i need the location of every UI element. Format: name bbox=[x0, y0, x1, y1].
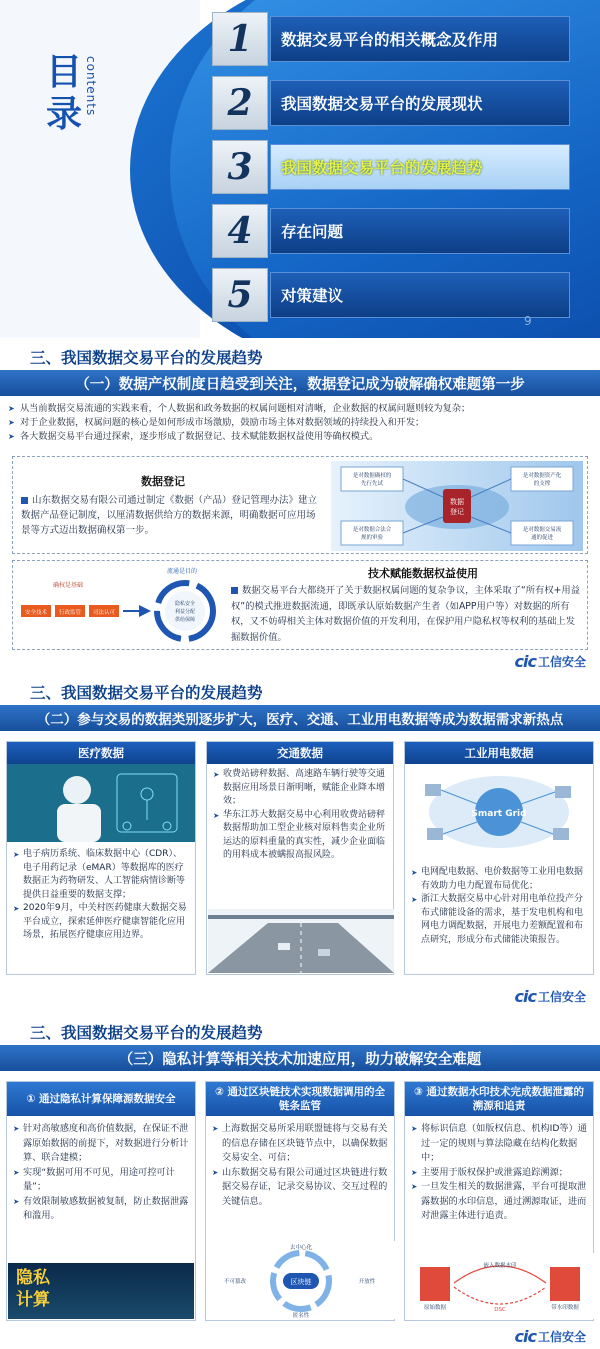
smart-grid-label: Smart Grid bbox=[471, 809, 527, 819]
watermark-column bbox=[404, 1081, 594, 1321]
column-bullets bbox=[405, 864, 593, 947]
watermark-diagram bbox=[406, 1253, 594, 1319]
diagram-chip-text: 安全技术 bbox=[24, 610, 48, 616]
slide-data-categories bbox=[0, 675, 600, 1010]
column-bullets bbox=[206, 1116, 394, 1209]
column-head: 医疗数据 bbox=[7, 742, 195, 764]
diagram-label: 原始数据 bbox=[423, 1305, 447, 1311]
column-head: 工业用电数据 bbox=[405, 742, 593, 764]
toc-item-number: 4 bbox=[227, 210, 253, 252]
slide-heading: 三、我国数据交易平台的发展趋势 bbox=[30, 1024, 263, 1042]
image-text: 计算 bbox=[16, 1290, 50, 1310]
column-bullets bbox=[7, 846, 195, 943]
traffic-data-column bbox=[206, 741, 394, 975]
column-bullets bbox=[7, 1116, 195, 1224]
bullet-item: ➤ 将标识信息（如版权信息、机构ID等）通过一定的规则与算法隐藏在结构化数据中； bbox=[411, 1122, 587, 1166]
medical-data-column bbox=[6, 741, 196, 975]
section-band: （二）参与交易的数据类别逐步扩大，医疗、交通、工业用电数据等成为数据需求新热点 bbox=[0, 705, 600, 731]
toc-item-number: 1 bbox=[227, 18, 253, 60]
tech-empowerment-diagram bbox=[17, 565, 223, 647]
diagram-node-4 bbox=[511, 521, 573, 545]
diagram-node-2-text: 是对数据资产化 bbox=[522, 473, 562, 479]
diagram-label: DSC bbox=[494, 1307, 506, 1313]
diagram-label: 嵌入数据水印 bbox=[483, 1263, 517, 1269]
diagram-chip-text: 行政监管 bbox=[58, 610, 82, 616]
diagram-left-label: 确权是基础 bbox=[53, 582, 84, 589]
slide-privacy-tech bbox=[0, 1015, 600, 1349]
blockchain-column bbox=[205, 1081, 395, 1321]
diagram-node-3 bbox=[341, 521, 403, 545]
registration-diagram bbox=[331, 461, 583, 551]
bullet-item: ➤ 有效限制敏感数据被复制，防止数据泄露和滥用。 bbox=[13, 1195, 189, 1224]
column-head: ① 通过隐私计算保障源数据安全 bbox=[7, 1082, 195, 1116]
diagram-center-line: 利益分配 bbox=[174, 609, 196, 615]
diagram-center-box bbox=[443, 489, 471, 523]
bullet-list bbox=[8, 402, 598, 444]
svg-text:的支撑: 的支撑 bbox=[533, 481, 551, 487]
smart-grid-image bbox=[405, 764, 593, 860]
medical-image bbox=[7, 764, 195, 842]
column-bullets bbox=[405, 1116, 593, 1224]
diagram-center-text-2: 登记 bbox=[450, 508, 464, 516]
registration-title: 数据登记 bbox=[141, 475, 185, 488]
column-head: 交通数据 bbox=[207, 742, 393, 764]
bullet-item: ➤ 电子病历系统、临床数据中心（CDR）、电子用药记录（eMAR）等数据库的医疗数据正为药物研发、人工智能病情诊断等提供日益重要的数据支撑； bbox=[13, 848, 189, 902]
brand-logo: cic 工信安全 bbox=[514, 1327, 586, 1346]
bullet-item: ➤ 一旦发生相关的数据泄露，平台可提取泄露数据的水印信息，通过溯源取证，进而对泄露主体进行追责。 bbox=[411, 1180, 587, 1224]
toc-title: 目录 bbox=[46, 52, 83, 135]
diagram-label: 带水印数据 bbox=[551, 1305, 579, 1311]
privacy-computing-image bbox=[8, 1263, 194, 1319]
column-head: ③ 通过数据水印技术完成数据泄露的溯源和追责 bbox=[405, 1082, 593, 1116]
column-bullets bbox=[207, 764, 393, 863]
bullet-item: ➤ 电网配电数据、电价数据等工业用电数据有效助力电力配置布局优化； bbox=[411, 866, 587, 893]
tech-empowerment-box bbox=[12, 560, 588, 650]
toc-item-4[interactable] bbox=[212, 204, 572, 258]
diagram-center: 区块链 bbox=[290, 1278, 312, 1286]
toc-item-2[interactable] bbox=[212, 76, 572, 130]
bullet-item: ➤ 实现“数据可用不可见，用途可控可计量”； bbox=[13, 1166, 189, 1195]
blockchain-diagram bbox=[207, 1241, 395, 1319]
square-bullet-icon bbox=[231, 587, 238, 594]
diagram-label: 不可篡改 bbox=[223, 1279, 247, 1285]
diagram-center-text-1: 数据 bbox=[450, 498, 464, 506]
toc-item-number: 5 bbox=[227, 274, 253, 316]
toc-item-label: 存在问题 bbox=[281, 223, 344, 241]
toc-item-label: 数据交易平台的相关概念及作用 bbox=[281, 31, 499, 49]
svg-text:先行先试: 先行先试 bbox=[360, 481, 384, 487]
data-registration-box bbox=[12, 456, 588, 554]
toc-item-3-active[interactable] bbox=[212, 140, 572, 194]
toc-item-number: 3 bbox=[227, 146, 253, 188]
registration-text: 山东数据交易有限公司通过制定《数据（产品）登记管理办法》建立数据产品登记制度，以厘清数据供给方的数据来源，明确数据可应用场景等方式迈出数据确权第一步。 bbox=[21, 495, 318, 536]
diagram-node-3-text: 是对数据合法合 bbox=[352, 527, 392, 533]
slide-heading: 三、我国数据交易平台的发展趋势 bbox=[30, 349, 263, 367]
privacy-computing-column bbox=[6, 1081, 196, 1321]
bullet-item: ➤ 主要用于版权保护或泄露追踪溯源； bbox=[411, 1166, 587, 1181]
slide-heading: 三、我国数据交易平台的发展趋势 bbox=[30, 684, 263, 702]
tech-title: 技术赋能数据权益使用 bbox=[368, 567, 478, 580]
diagram-right-label: 流通是目的 bbox=[167, 568, 198, 575]
bullet-item: ➤ 各大数据交易平台通过探索，逐步形成了数据登记、技术赋能数据权益使用等确权模式。 bbox=[8, 430, 598, 444]
column-head: ② 通过区块链技术实现数据调用的全链条监管 bbox=[206, 1082, 394, 1116]
bullet-item: ➤ 浙江大数据交易中心针对用电单位投产分布式储能设备的需求，基于发电机构和电网电力调配数据，开展电力差额配置和布点研究，形成分布式储能决策报告。 bbox=[411, 893, 587, 947]
bullet-item: ➤ 华东江苏大数据交易中心利用收费站磅秤数据帮助加工型企业核对原料售卖企业所运达的原料重量的真实性，减少企业面临的用料成本被螨报高报风险。 bbox=[213, 809, 387, 863]
toc-subtitle: contents bbox=[84, 56, 98, 117]
diagram-label: 去中心化 bbox=[289, 1245, 313, 1251]
industrial-power-data-column bbox=[404, 741, 594, 975]
diagram-node-2 bbox=[511, 467, 573, 491]
diagram-label: 开放性 bbox=[358, 1279, 376, 1285]
diagram-label: 匿名性 bbox=[292, 1313, 310, 1319]
diagram-center-line: 隐私安全 bbox=[174, 601, 196, 607]
toc-item-label: 我国数据交易平台的发展现状 bbox=[281, 95, 483, 113]
image-text: 隐私 bbox=[16, 1268, 50, 1288]
bullet-item: ➤ 针对高敏感度和高价值数据，在保证不泄露原始数据的前提下，对数据进行分析计算、联合建模； bbox=[13, 1122, 189, 1166]
svg-text:通的促进: 通的促进 bbox=[530, 535, 554, 541]
diagram-chip-text: 司法认可 bbox=[92, 610, 116, 616]
page-number: 9 bbox=[524, 314, 532, 328]
diagram-node-1 bbox=[341, 467, 403, 491]
brand-logo: cic 工信安全 bbox=[514, 987, 586, 1006]
highway-image bbox=[208, 909, 394, 973]
toc-item-label: 我国数据交易平台的发展趋势 bbox=[281, 159, 483, 177]
section-band: （三）隐私计算等相关技术加速应用，助力破解安全难题 bbox=[0, 1045, 600, 1071]
section-band: （一）数据产权制度日趋受到关注，数据登记成为破解确权难题第一步 bbox=[0, 370, 600, 396]
diagram-node-4-text: 是对数据交易流 bbox=[522, 527, 562, 533]
toc-item-5[interactable] bbox=[212, 268, 572, 322]
bullet-item: ➤ 山东数据交易有限公司通过区块链进行数据交易存证，记录交易协议、交互过程的关键信息。 bbox=[212, 1166, 388, 1210]
slide-data-ownership bbox=[0, 340, 600, 670]
toc-item-number: 2 bbox=[227, 82, 253, 124]
square-bullet-icon bbox=[21, 497, 28, 504]
diagram-center-line: 供给保障 bbox=[174, 617, 196, 623]
diagram-node-1-text: 是对数据确权的 bbox=[352, 473, 392, 479]
toc-slide bbox=[0, 0, 600, 338]
bullet-item: ➤ 上海数据交易所采用联盟链将与交易有关的信息存储在区块链节点中，以确保数据交易安全、可信； bbox=[212, 1122, 388, 1166]
toc-item-1[interactable] bbox=[212, 12, 572, 66]
toc-item-label: 对策建议 bbox=[281, 287, 344, 305]
svg-text:规的审验: 规的审验 bbox=[360, 535, 384, 541]
tech-text: 数据交易平台大都绕开了关于数据权属问题的复杂争议，主体采取了“所有权+用益权”的模式推进数据流通，即既承认原始数据产生者（如APP用户等）对数据的所有权，又不妨碍相关主体对数据价值的开发利用，在保护用户隐私权等权利的基础上发掘数据价值。 bbox=[231, 585, 580, 643]
brand-logo: cic 工信安全 bbox=[514, 652, 586, 670]
bullet-item: ➤ 收费站磅秤数据、高速路车辆行驶等交通数据应用场景日渐明晰，赋能企业降本增效； bbox=[213, 768, 387, 809]
bullet-item: ➤ 从当前数据交易流通的实践来看，个人数据和政务数据的权属问题相对清晰，企业数据的权属问题则较为复杂； bbox=[8, 402, 598, 416]
bullet-item: ➤ 对于企业数据，权属问题的核心是如何形成市场激励，鼓励市场主体对数据领域的持续投入和开发； bbox=[8, 416, 598, 430]
bullet-item: ➤ 2020年9月，中关村医药健康大数据交易平台成立，探索延伸医疗健康智能化应用场景，拓展医疗健康应用边界。 bbox=[13, 902, 189, 943]
